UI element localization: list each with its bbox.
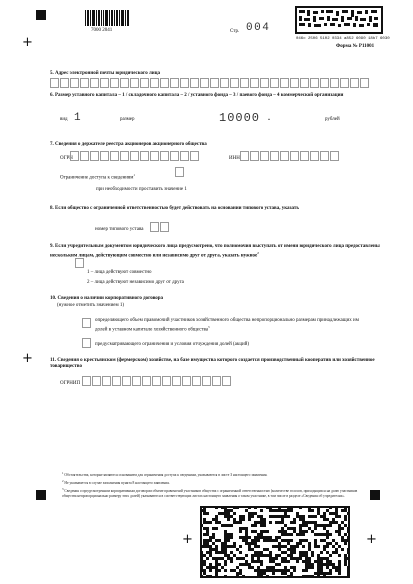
section-10-option-2-cell[interactable]	[82, 338, 92, 348]
input-cell[interactable]	[75, 258, 84, 268]
input-cell[interactable]	[90, 151, 99, 161]
input-cell[interactable]	[60, 78, 69, 88]
input-cell[interactable]	[180, 78, 189, 88]
input-cell[interactable]	[100, 78, 109, 88]
input-cell[interactable]	[270, 78, 279, 88]
input-cell[interactable]	[92, 376, 101, 386]
input-cell[interactable]	[160, 78, 169, 88]
section-6-title: 6. Размер уставного капитала – 1 / складочного капитала – 2 / уставного фонда – 3 / паевого фонда – 4 коммерческой организации	[50, 93, 344, 98]
registration-mark-top-left	[36, 10, 46, 20]
input-cell[interactable]	[162, 376, 171, 386]
section-10-subtitle: (нужное отметить значением 1)	[57, 303, 125, 308]
input-cell[interactable]	[170, 151, 179, 161]
form-label: Форма № Р11001	[336, 44, 375, 49]
input-cell[interactable]	[290, 78, 299, 88]
crosshair-mark-left: +	[22, 35, 33, 50]
section-9-title: 9. Если учредительным документом юридического лица предусмотрено, что полномочия выступать от имени юридического лица предоставлены нескольким лицам, действующим совместно или независимо друг от друга, указать нужное$^2$	[50, 244, 380, 259]
input-cell[interactable]	[280, 151, 289, 161]
capital-size-value[interactable]: 10000	[219, 111, 261, 125]
input-cell[interactable]	[270, 151, 279, 161]
input-cell[interactable]	[212, 376, 221, 386]
section-11-title: 11. Сведения о крестьянском (фермерском) хозяйстве, на базе имущества которого создается производственный кооператив или хозяйственное товарищество	[50, 358, 375, 369]
input-cell[interactable]	[320, 78, 329, 88]
input-cell[interactable]	[202, 376, 211, 386]
qr-code-text: 046c 2506 5102 0334 a852 6090 18b7 6030	[296, 37, 390, 41]
input-cell[interactable]	[110, 151, 119, 161]
inn-label: ИНН	[229, 156, 240, 161]
input-cell[interactable]	[330, 78, 339, 88]
input-cell[interactable]	[150, 222, 159, 232]
input-cell[interactable]	[130, 78, 139, 88]
input-cell[interactable]	[250, 151, 259, 161]
input-cell[interactable]	[150, 151, 159, 161]
crosshair-mark-bottom-right: +	[366, 532, 377, 547]
ogrnip-cells[interactable]	[82, 376, 232, 386]
crosshair-mark-left-lower: +	[22, 351, 33, 366]
input-cell[interactable]	[340, 78, 349, 88]
input-cell[interactable]	[50, 78, 59, 88]
input-cell[interactable]	[280, 78, 289, 88]
input-cell[interactable]	[192, 376, 201, 386]
input-cell[interactable]	[170, 78, 179, 88]
input-cell[interactable]	[82, 376, 91, 386]
input-cell[interactable]	[240, 78, 249, 88]
capital-type-value[interactable]: 1	[74, 112, 83, 124]
footnote-2: $^2$ Не указывается в случае заполнения пункта 8 настоящего заявления.	[62, 479, 170, 486]
page-label: Стр.	[230, 29, 240, 34]
section-10-title: 10. Сведения о наличии корпоративного договора	[50, 296, 164, 301]
crosshair-mark-bottom-center: +	[182, 532, 193, 547]
input-cell[interactable]	[80, 151, 89, 161]
input-cell[interactable]	[310, 78, 319, 88]
input-cell[interactable]	[182, 376, 191, 386]
input-cell[interactable]	[110, 78, 119, 88]
input-cell[interactable]	[350, 78, 359, 88]
input-cell[interactable]	[120, 151, 129, 161]
input-cell[interactable]	[290, 151, 299, 161]
input-cell[interactable]	[130, 151, 139, 161]
email-cells[interactable]	[50, 78, 370, 88]
ogrnip-label: ОГРНИП	[60, 381, 81, 386]
input-cell[interactable]	[132, 376, 141, 386]
input-cell[interactable]	[190, 151, 199, 161]
section-9-choice-cell[interactable]	[75, 258, 85, 268]
section-9-option-2: 2 – лица действуют независимо друг от друга	[87, 280, 184, 285]
input-cell[interactable]	[222, 376, 231, 386]
capital-type-label: вид	[60, 117, 68, 122]
input-cell[interactable]	[260, 151, 269, 161]
section-7-title: 7. Сведения о держателе реестра акционеров акционерного общества	[50, 142, 207, 147]
section-10-option-2: предусматривающего ограничения и условия отчуждения долей (акций)	[95, 342, 250, 347]
input-cell[interactable]	[120, 78, 129, 88]
input-cell[interactable]	[172, 376, 181, 386]
footnote-3: $^3$ Сведения о предусмотренном корпоративным договором объеме правомочий участников общества с ограниченной ответственностью (количестве голосов, приходящихся на долю участников общества непропорционально размеру этих долей) указываются в соответствующих листах настоящего заявления о таком участнике, в том числе в разделе «Сведения об учредителях».	[62, 487, 358, 498]
input-cell[interactable]	[150, 78, 159, 88]
registration-mark-bottom-left	[36, 490, 46, 500]
input-cell[interactable]	[300, 151, 309, 161]
capital-size-label: размер	[120, 117, 135, 122]
input-cell[interactable]	[70, 78, 79, 88]
input-cell[interactable]	[230, 78, 239, 88]
input-cell[interactable]	[102, 376, 111, 386]
input-cell[interactable]	[80, 78, 89, 88]
input-cell[interactable]	[210, 78, 219, 88]
page-number: 004	[246, 22, 271, 34]
ogrn-cells[interactable]	[70, 151, 200, 161]
restriction-label: Ограничение доступа к сведениям$^1$	[60, 173, 135, 181]
input-cell[interactable]	[122, 376, 131, 386]
input-cell[interactable]	[100, 151, 109, 161]
input-cell[interactable]	[112, 376, 121, 386]
input-cell[interactable]	[200, 78, 209, 88]
input-cell[interactable]	[70, 151, 79, 161]
ogrn-label: ОГРН	[60, 156, 73, 161]
input-cell[interactable]	[250, 78, 259, 88]
input-cell[interactable]	[82, 318, 91, 328]
linear-barcode	[85, 10, 129, 26]
input-cell[interactable]	[260, 78, 269, 88]
input-cell[interactable]	[180, 151, 189, 161]
barcode-number: 7000 2041	[91, 28, 113, 33]
capital-decimal-point: .	[268, 113, 270, 122]
section-10-option-1: определяющего объем правомочий участников хозяйственного общества непропорционально размерам принадлежащих им долей в уставном капитале хозяйственного общества$^3$	[95, 318, 359, 333]
restriction-cell[interactable]	[175, 167, 185, 177]
input-cell[interactable]	[330, 151, 339, 161]
input-cell[interactable]	[142, 376, 151, 386]
registration-mark-bottom-right	[370, 490, 380, 500]
inn-cells[interactable]	[240, 151, 340, 161]
input-cell[interactable]	[140, 151, 149, 161]
input-cell[interactable]	[152, 376, 161, 386]
restriction-note: при необходимости проставить значение 1	[96, 187, 187, 192]
section-9-option-1: 1 – лица действуют совместно	[87, 270, 152, 275]
input-cell[interactable]	[160, 151, 169, 161]
input-cell[interactable]	[140, 78, 149, 88]
input-cell[interactable]	[310, 151, 319, 161]
input-cell[interactable]	[90, 78, 99, 88]
input-cell[interactable]	[175, 167, 184, 177]
currency-label: рублей	[325, 117, 340, 122]
qr-code-bottom	[200, 506, 350, 578]
input-cell[interactable]	[320, 151, 329, 161]
section-10-option-1-cell[interactable]	[82, 318, 92, 328]
input-cell[interactable]	[190, 78, 199, 88]
section-5-title: 5. Адрес электронной почты юридического лица	[50, 71, 161, 76]
input-cell[interactable]	[160, 222, 169, 232]
footnote-1: $^1$ Обстоятельства, которые являются основанием для ограничения доступа к сведениям, указываются в листе З настоящего заявления.	[62, 471, 268, 478]
input-cell[interactable]	[240, 151, 249, 161]
input-cell[interactable]	[82, 338, 91, 348]
qr-code-top	[295, 6, 383, 34]
input-cell[interactable]	[360, 78, 369, 88]
template-charter-number-cells[interactable]	[150, 222, 170, 232]
input-cell[interactable]	[220, 78, 229, 88]
section-8-title: 8. Если общество с ограниченной ответственностью будет действовать на основании типового устава, указать	[50, 206, 300, 211]
input-cell[interactable]	[300, 78, 309, 88]
template-charter-number-label: номер типового устава	[95, 227, 144, 232]
